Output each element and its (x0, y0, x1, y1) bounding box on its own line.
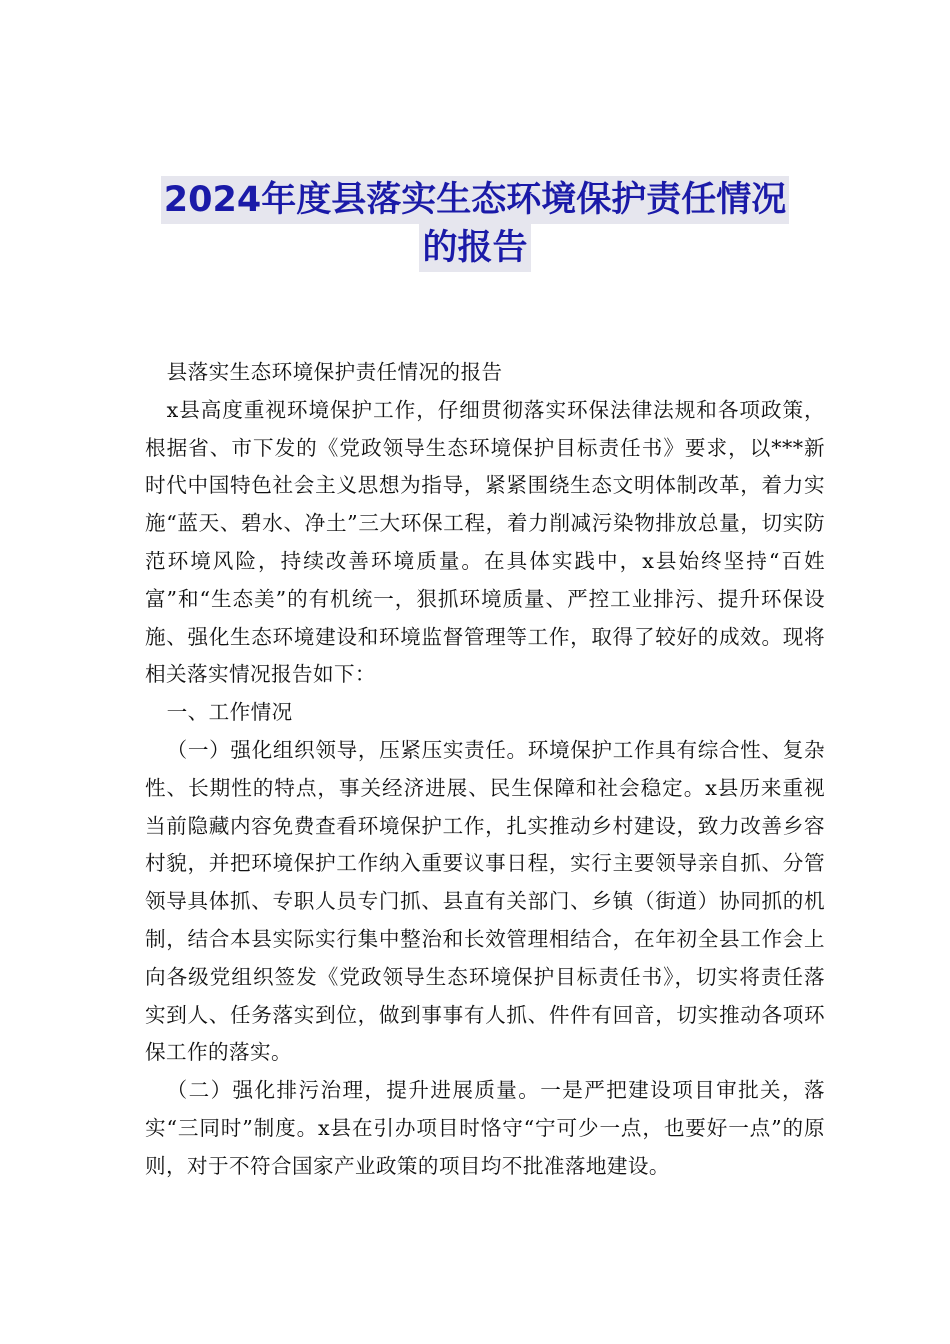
section-heading-work-status: 一、工作情况 (166, 700, 293, 725)
document-title (0, 176, 950, 272)
paragraph-pollution-control: （二）强化排污治理，提升进展质量。一是严把建设项目审批关，落实“三同时”制度。x县在引办项目时恪守“宁可少一点，也要好一点”的原则，对于不符合国家产业政策的项目均不批准落地建设。 (145, 1078, 825, 1178)
title-line-1: 2024年度县落实生态环境保护责任情况 (161, 176, 789, 224)
title-line-2: 的报告 (419, 224, 530, 272)
document-body (145, 354, 825, 1186)
paragraph-organization-leadership: （一）强化组织领导，压紧压实责任。环境保护工作具有综合性、复杂性、长期性的特点，事关经济进展、民生保障和社会稳定。x县历来重视当前隐藏内容免费查看环境保护工作，扎实推动乡村建设，致力改善乡容村貌，并把环境保护工作纳入重要议事日程，实行主要领导亲自抓、分管领导具体抓、专职人员专门抓、县直有关部门、乡镇（街道）协同抓的机制，结合本县实际实行集中整治和长效管理相结合，在年初全县工作会上向各级党组织签发《党政领导生态环境保护目标责任书》，切实将责任落实到人、任务落实到位，做到事事有人抓、件件有回音，切实推动各项环保工作的落实。 (145, 737, 825, 1065)
intro-paragraph: x县高度重视环境保护工作，仔细贯彻落实环保法律法规和各项政策，根据省、市下发的《党政领导生态环境保护目标责任书》要求，以***新时代中国特色社会主义思想为指导，紧紧围绕生态文明体制改革，着力实施“蓝天、碧水、净土”三大环保工程，着力削减污染物排放总量，切实防范环境风险，持续改善环境质量。在具体实践中，x县始终坚持“百姓富”和“生态美”的有机统一，狠抓环境质量、严控工业排污、提升环保设施、强化生态环境建设和环境监督管理等工作，取得了较好的成效。现将相关落实情况报告如下： (145, 397, 825, 687)
report-subtitle: 县落实生态环境保护责任情况的报告 (166, 360, 503, 384)
